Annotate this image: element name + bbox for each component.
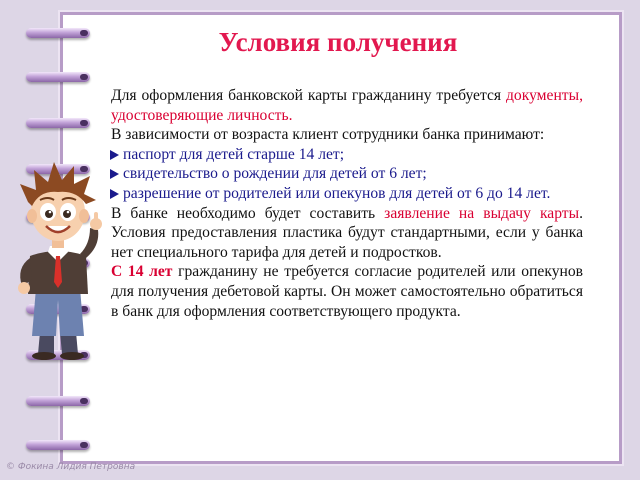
slide-title: Условия получения: [218, 27, 458, 57]
binder-ring: [26, 118, 90, 128]
binder-ring: [26, 72, 90, 82]
intro-text: Для оформления банковской карты гражданину требуется: [111, 87, 506, 104]
binder-ring: [26, 396, 90, 406]
list-item-text: свидетельство о рождении для детей от 6 лет;: [123, 165, 427, 183]
bank-text-start: В банке необходимо будет составить: [111, 204, 385, 222]
list-item-text: разрешение от родителей или опекунов для детей от 6 до 14 лет.: [123, 184, 551, 202]
copyright-text: © Фокина Лидия Петровна: [6, 462, 136, 472]
list-item: [111, 164, 583, 184]
bank-highlight: заявление на выдачу карты: [384, 204, 580, 222]
arrow-bullet-icon: [110, 189, 119, 199]
list-item-text: паспорт для детей старше 14 лет;: [123, 145, 345, 163]
cartoon-boy-illustration: [10, 160, 106, 360]
age14-paragraph: [111, 262, 583, 321]
age14-highlight: С 14 лет: [111, 263, 173, 281]
intro-highlight: документы, удостоверяющие личность.: [111, 87, 583, 124]
document-list: [111, 145, 583, 204]
age14-text: гражданину не требуется согласие родителей или опекунов для получения дебетовой карты. Он может самостоятельно обратиться в банк для оформления соответствующего продукта.: [111, 263, 583, 320]
binder-ring: [26, 440, 90, 450]
age-paragraph: В зависимости от возраста клиент сотрудники банка принимают:: [111, 126, 545, 144]
list-item: [111, 184, 583, 204]
arrow-bullet-icon: [110, 150, 119, 160]
bank-paragraph: [111, 204, 583, 263]
intro-paragraph: [111, 86, 583, 125]
arrow-bullet-icon: [110, 169, 119, 179]
slide-body: [111, 86, 583, 321]
bank-text-end: . Условия предоставления пластика будут стандартными, если у банка нет специального тарифа для детей и подростков.: [111, 204, 583, 261]
list-item: [111, 145, 583, 165]
